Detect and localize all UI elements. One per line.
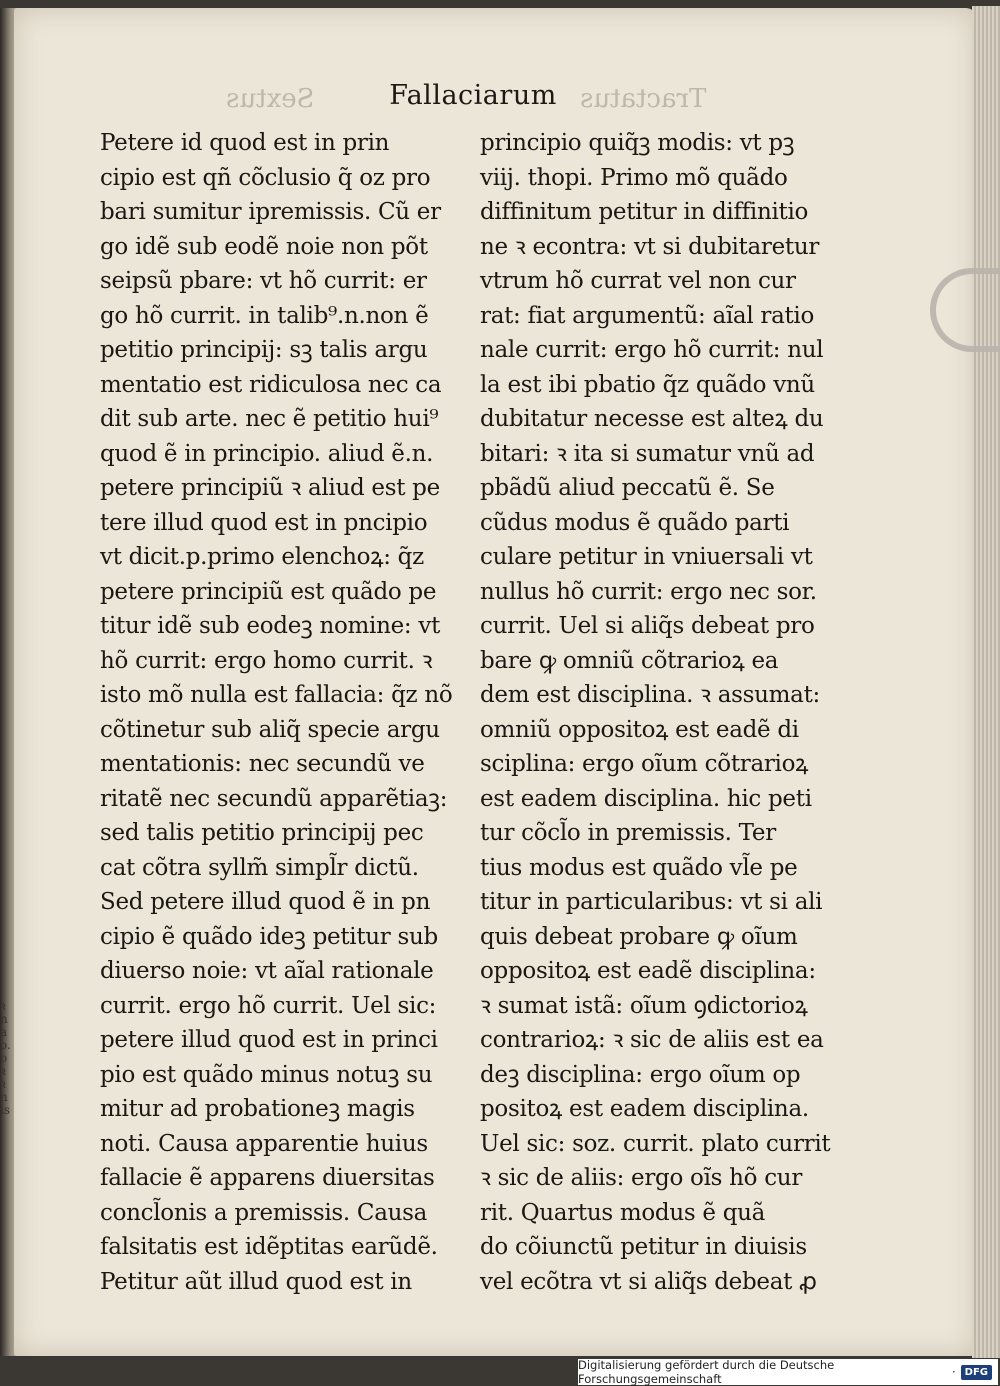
text-line: nullus hõ currit: ergo nec sor. xyxy=(480,578,817,605)
text-line: titur idẽ sub eodeꝫ nomine: vt xyxy=(100,613,441,639)
text-line: currit. Uel si aliq̃s debeat pro xyxy=(480,613,815,639)
text-line: tius modus est quãdo vl̃e pe xyxy=(480,854,798,881)
text-line: pbãdũ aliud peccatũ ẽ. Se xyxy=(480,475,775,501)
page-fore-edge xyxy=(972,6,1000,1358)
footer-text: Digitalisierung gefördert durch die Deutsche Forschungsgemeinschaft xyxy=(578,1358,835,1386)
text-line: mentatio est ridiculosa nec ca xyxy=(100,371,442,398)
text-line: petere principiũ ꝛ aliud est pe xyxy=(100,475,440,501)
text-line: do cõiunctũ petitur in diuisis xyxy=(480,1234,807,1260)
text-line: diffinitum petitur in diffinitio xyxy=(480,199,809,225)
text-line: petitio principij: sꝫ talis argu xyxy=(100,337,428,363)
text-line: bari sumitur ipremissis. Cũ er xyxy=(100,199,441,225)
text-line: Uel sic: soz. currit. plato currit xyxy=(480,1130,831,1157)
margin-fragment: ꝛ xyxy=(0,1064,6,1078)
text-line: bitari: ꝛ ita si sumatur vnũ ad xyxy=(480,440,815,467)
bleed-through-right: Tractatus xyxy=(580,84,707,114)
bleed-through-left: Sextus xyxy=(226,84,315,114)
text-line: cũdus modus ẽ quãdo parti xyxy=(480,509,790,536)
margin-fragment: o xyxy=(0,1051,8,1065)
text-line: dem est disciplina. ꝛ assumat: xyxy=(480,682,820,708)
text-line: ne ꝛ econtra: vt si dubitaretur xyxy=(480,233,820,260)
text-line: quod ẽ in principio. aliud ẽ.n. xyxy=(100,440,434,467)
text-line: Petitur aũt illud quod est in xyxy=(100,1268,412,1295)
left-text-column xyxy=(100,126,480,1299)
margin-fragment: n xyxy=(0,1012,8,1026)
text-line: est eadem disciplina. hic peti xyxy=(480,785,812,812)
text-line: sciplina: ergo oĩum cõtrarioꝝ xyxy=(480,751,809,777)
text-line: go hõ currit. in talib⁹.n.non ẽ xyxy=(100,302,429,329)
margin-fragment: ꝛ xyxy=(0,1077,6,1091)
text-line: viij. thopi. Primo mõ quãdo xyxy=(480,164,788,191)
text-line: deꝫ disciplina: ergo oĩum op xyxy=(480,1061,801,1088)
text-line: mentationis: nec secundũ ve xyxy=(100,751,425,777)
text-line: vel ecõtra vt si aliq̃s debeat ꝓ xyxy=(480,1268,817,1295)
text-line: cipio ẽ quãdo ideꝫ petitur sub xyxy=(100,923,438,950)
text-line: dit sub arte. nec ẽ petitio hui⁹ xyxy=(100,406,439,432)
text-line: tere illud quod est in pncipio xyxy=(100,509,428,536)
text-line: fallacie ẽ apparens diuersitas xyxy=(100,1165,435,1191)
text-line: falsitatis est idẽptitas earũdẽ. xyxy=(100,1234,438,1260)
text-line: concl̃onis a premissis. Causa xyxy=(100,1199,428,1226)
margin-fragment: n xyxy=(0,1090,8,1104)
text-line: vtrum hõ currat vel non cur xyxy=(480,268,796,294)
footer-credit xyxy=(578,1359,998,1385)
text-line: petere principiũ est quãdo pe xyxy=(100,578,437,605)
text-line: cõtinetur sub aliq̃ specie argu xyxy=(100,716,440,743)
text-line: ꝛ sic de aliis: ergo oĩs hõ cur xyxy=(480,1165,803,1191)
text-line: omniũ oppositoꝝ est eadẽ di xyxy=(480,716,799,743)
text-line: quis debeat probare ꝙ oĩum xyxy=(480,923,798,950)
text-line: ꝛ sumat istã: oĩum ꝯdictorioꝝ xyxy=(480,992,808,1019)
text-line: cat cõtra syllm̃ simpl̃r dictũ. xyxy=(100,854,419,881)
text-line: isto mõ nulla est fallacia: q̃z nõ xyxy=(100,682,453,708)
margin-fragment: ꝛ xyxy=(0,999,6,1013)
text-line: go idẽ sub eodẽ noie non põt xyxy=(100,233,428,260)
margin-fragment: o. xyxy=(0,1038,11,1052)
text-line: Sed petere illud quod ẽ in pn xyxy=(100,889,431,915)
text-line: sed talis petitio principij pec xyxy=(100,820,424,846)
footer-separator-icon: · xyxy=(948,1365,956,1379)
dfg-logo-icon: DFG xyxy=(961,1365,992,1380)
text-line: contrarioꝝ: ꝛ sic de aliis est ea xyxy=(480,1027,824,1053)
text-line: nale currit: ergo hõ currit: nul xyxy=(480,337,824,363)
text-line: mitur ad probationeꝫ magis xyxy=(100,1096,415,1122)
text-line: dubitatur necesse est alteꝝ du xyxy=(480,406,824,432)
text-line: bare ꝙ omniũ cõtrarioꝝ ea xyxy=(480,647,779,674)
text-line: diuerso noie: vt aĩal rationale xyxy=(100,958,434,984)
text-line: rat: fiat argumentũ: aĩal ratio xyxy=(480,302,815,329)
text-line: oppositoꝝ est eadẽ disciplina: xyxy=(480,958,816,984)
text-line: principio quiq̃ꝫ modis: vt pꝫ xyxy=(480,130,795,156)
text-line: tur cõcl̃o in premissis. Ter xyxy=(480,820,776,846)
text-line: Petere id quod est in prin xyxy=(100,130,390,156)
text-line: vt dicit.p.primo elenchoꝝ: q̃z xyxy=(100,544,424,570)
text-line: positoꝝ est eadem disciplina. xyxy=(480,1096,809,1122)
text-line: petere illud quod est in princi xyxy=(100,1027,438,1053)
text-line: rit. Quartus modus ẽ quã xyxy=(480,1199,766,1226)
margin-fragment: is xyxy=(0,1103,10,1117)
text-line: titur in particularibus: vt si ali xyxy=(480,889,823,915)
text-line: culare petitur in vniuersali vt xyxy=(480,544,813,570)
text-line: noti. Causa apparentie huius xyxy=(100,1130,428,1157)
text-line: hõ currit: ergo homo currit. ꝛ xyxy=(100,647,433,674)
left-margin-fragments xyxy=(0,1000,22,1117)
text-line: cipio est qñ cõclusio q̃ oz pro xyxy=(100,164,431,191)
right-text-column xyxy=(480,126,835,1299)
text-line: currit. ergo hõ currit. Uel sic: xyxy=(100,992,437,1019)
text-line: la est ibi pbatio q̃z quãdo vnũ xyxy=(480,371,815,398)
margin-fragment: a xyxy=(0,1025,8,1039)
text-line: pio est quãdo minus notuꝫ su xyxy=(100,1061,433,1088)
text-line: ritatẽ nec secundũ apparẽtiaꝫ: xyxy=(100,785,448,812)
text-line: seipsũ pbare: vt hõ currit: er xyxy=(100,268,427,294)
page-title: Fallaciarum xyxy=(389,80,557,111)
